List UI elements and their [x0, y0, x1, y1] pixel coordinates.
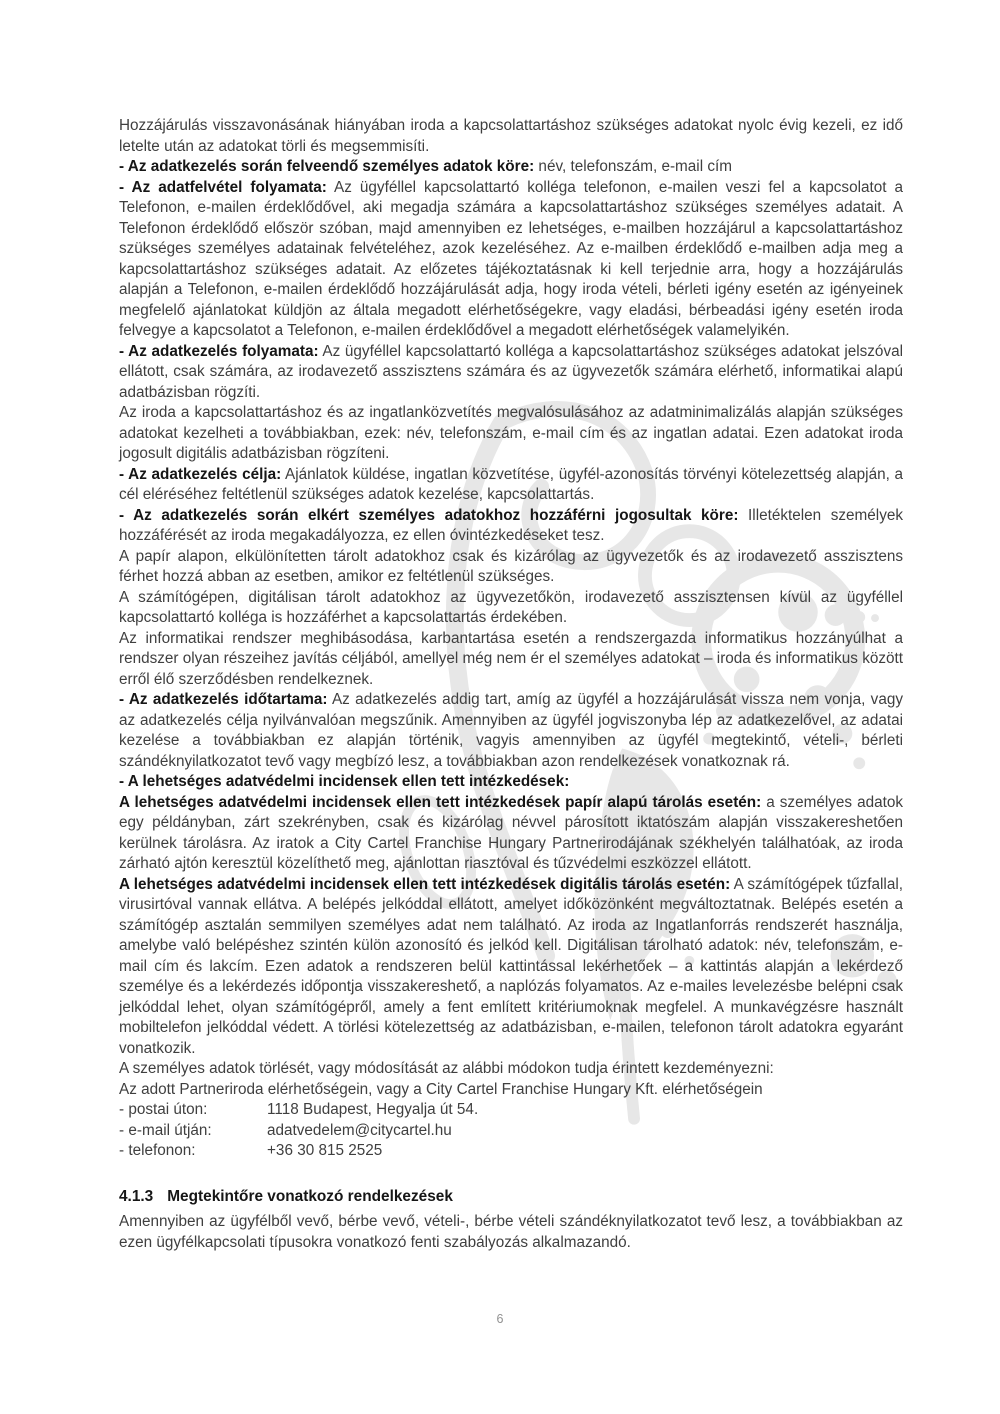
- contact-row-phone: [119, 1141, 903, 1162]
- paragraph: [119, 342, 903, 404]
- paragraph-text: Az adott Partneriroda elérhetőségein, vagy a City Cartel Franchise Hungary Kft. elérhetőségein: [119, 1080, 763, 1098]
- paragraph: [119, 772, 903, 793]
- paragraph-text: a személyes adatok egy példányban, zárt szekrényben, csak és kizárólag névvel párosított iktatószám alapján visszakereshetően kerülnek tárolásra. Az iratok a City Cartel Franchise Hungary Partnerirodájának székhelyén találhatóak, az iroda zárható ajtón keresztül közelíthető meg, ajánlottan riasztóval és tűzvédelmi eszközzel ellátott.: [119, 793, 903, 872]
- page-body: [119, 116, 903, 1253]
- paragraph: [119, 506, 903, 547]
- section-title: Megtekintőre vonatkozó rendelkezések: [167, 1187, 453, 1205]
- paragraph-text: név, telefonszám, e-mail cím: [534, 158, 732, 175]
- paragraph-lead: - Az adatfelvétel folyamata:: [119, 178, 327, 196]
- paragraph-lead: A lehetséges adatvédelmi incidensek ellen tett intézkedések papír alapú tárolás esetén:: [119, 793, 762, 811]
- paragraph: [119, 465, 903, 506]
- paragraph: [119, 116, 903, 157]
- paragraph: [119, 793, 903, 875]
- paragraph-text: A számítógépen, digitálisan tárolt adatokhoz az ügyvezetőkön, irodavezető asszisztensen kívül az ügyféllel kapcsolattartó kolléga is hozzáférhet a kapcsolattartás érdekében.: [119, 588, 903, 626]
- section-number: 4.1.3: [119, 1187, 154, 1205]
- section-4-1-3: [119, 1187, 903, 1254]
- paragraph-text: A számítógépek tűzfallal, virusirtóval vannak ellátva. A belépés jelkóddal ellátott, amelyet időközönként megváltoztatnak. Belépés esetén a számítógép asztalán semmilyen személyes adat nem található. Az iroda az Ingatlanforrás rendszerét használja, amelybe való belépéshez szintén külön azonosító és jelkód kell. Digitálisan tárolható adatok: név, telefonszám, e-mail cím és lakcím. Ezen adatok a rendszeren belül kattintással lekérhetőek – a kattintás alapján a lekérdező személye és a lekérdezés időpontja visszakereshető, a naplózás folyamatos. Az e-mailes levelezésbe belépni csak jelkóddal lehet, olyan számítógépről, amely a fent említett kritériumoknak megfelel. A munkavégzésre használt mobiltelefon jelkóddal védett. A törlési kötelezettség az adatbázisban, e-mailen, telefonon tárolt adatokra egyaránt vonatkozik.: [119, 875, 903, 1057]
- paragraph-lead: - Az adatkezelés során felveendő személyes adatok köre:: [119, 158, 535, 175]
- paragraph: [119, 690, 903, 772]
- phone-number: +36 30 815 2525: [267, 1142, 383, 1159]
- paragraph: [119, 178, 903, 342]
- paragraph: [119, 157, 903, 178]
- paragraph: [119, 403, 903, 465]
- section-body: Amennyiben az ügyfélből vevő, bérbe vevő, vételi-, bérbe vételi szándéknyilatkozatot tevő lesz, a továbbiakban az ezen ügyfélkapcsolati típusokra vonatkozó fenti szabályozás alkalmazandó.: [119, 1213, 903, 1251]
- paragraph-text: Az ügyféllel kapcsolattartó kolléga telefonon, e-mailen veszi fel a kapcsolatot a Telefonon, e-mailen érdeklődővel, aki megadja számára a kapcsolattartáshoz szükséges személyes adatait. A Telefonon érdeklődő először szóban, majd amennyiben ez lehetséges, e-mailben hozzájárul a kapcsolattartáshoz szükséges személyes adatainak felvételéhez, azok kezeléséhez. Az e-mailben érdeklődő e-mailben adja meg a kapcsolattartáshoz szükséges adatait. Az előzetes tájékoztatásnak ki kell terjednie arra, hogy a hozzájárulás alapján a Telefonon, e-mailen érdeklődő hozzájárulását adja, hogy iroda vételi, bérleti igény esetén az igényeinek megfelelő ajánlatokat küldjön az általa megadott elérhetőségekre, vagy eladási, bérbeadási igény esetén iroda felvegye a kapcsolatot a Telefonon, e-mailen érdeklődővel a megadott elérhetőségek valamelyikén.: [119, 178, 903, 339]
- paragraph-text: Ajánlatok küldése, ingatlan közvetítése, ügyfél-azonosítás törvényi kötelezettség alapján, a cél eléréséhez feltétlenül szükséges adatok kezelése, kapcsolattartás.: [119, 465, 903, 503]
- paragraph-lead: - Az adatkezelés folyamata:: [119, 342, 319, 360]
- email-address: adatvedelem@citycartel.hu: [267, 1121, 452, 1139]
- paragraph-text: Illetéktelen személyek hozzáférését az iroda megakadályozza, ez ellen óvintézkedéseket tesz.: [119, 506, 904, 544]
- paragraph-lead: - Az adatkezelés időtartama:: [119, 691, 328, 708]
- paragraph-text: Az informatikai rendszer meghibásodása, karbantartása esetén a rendszergazda informatikus hozzányúlhat a rendszer olyan részeihez javítás céljából, amellyel még nem ér el személyes adatokat – iroda és informatikus között erről élő szerződésben rendelkeznek.: [119, 629, 903, 688]
- postal-address: 1118 Budapest, Hegyalja út 54.: [267, 1101, 479, 1118]
- paragraph-text: Az adatkezelés addig tart, amíg az ügyfél a hozzájárulását vissza nem vonja, vagy az adatkezelés célja nyilvánvalóan megszűnik. Amennyiben az ügyfél jogviszonyba lép az adatkezelővel, az adatai kezelése a továbbiakban ez alapján történik, vagyis amennyiben az ügyfél megtekintő, vételi-, bérleti szándéknyilatkozatot tevő vagy megbízó lesz, a továbbiakban azon rendelkezések vonatkoznak rá.: [119, 691, 903, 770]
- paragraph: [119, 875, 903, 1060]
- contact-label: - telefonon:: [119, 1142, 196, 1159]
- paragraph-text: A papír alapon, elkülönítetten tárolt adatokhoz csak és kizárólag az ügyvezetők és az irodavezető asszisztens férhet hozzá abban az esetben, amikor ez feltétlenül szükséges.: [119, 547, 903, 585]
- contact-row-email: [119, 1121, 903, 1142]
- contact-label: - postai úton:: [119, 1101, 208, 1118]
- paragraph: [119, 1080, 903, 1101]
- paragraph: [119, 547, 903, 588]
- section-heading: [119, 1187, 903, 1208]
- paragraph: [119, 588, 903, 629]
- paragraph-lead: - A lehetséges adatvédelmi incidensek ellen tett intézkedések:: [119, 773, 570, 790]
- paragraph-lead: - Az adatkezelés során elkért személyes adatokhoz hozzáférni jogosultak köre:: [119, 506, 739, 524]
- paragraph-lead: A lehetséges adatvédelmi incidensek ellen tett intézkedések digitális tárolás esetén:: [119, 875, 731, 893]
- page-footer: [0, 1312, 1000, 1326]
- paragraph-lead: - Az adatkezelés célja:: [119, 465, 282, 483]
- paragraph-text: Hozzájárulás visszavonásának hiányában iroda a kapcsolattartáshoz szükséges adatokat nyolc évig kezeli, ez idő letelte után az adatokat törli és megsemmisíti.: [119, 117, 903, 155]
- paragraph: [119, 629, 903, 691]
- paragraph: [119, 1059, 903, 1080]
- contact-row-postal: [119, 1100, 903, 1121]
- paragraph-text: Az ügyféllel kapcsolattartó kolléga a kapcsolattartáshoz szükséges adatokat jelszóval ellátott, csak számára, az irodavezető asszisztens számára és az ügyvezetők számára elérhető, informatikai alapú adatbázisban rögzíti.: [119, 342, 903, 401]
- contact-label: - e-mail útján:: [119, 1121, 212, 1139]
- paragraph-text: A személyes adatok törlését, vagy módosítását az alábbi módokon tudja érintett kezdeményezni:: [119, 1060, 774, 1077]
- page-number: 6: [496, 1312, 504, 1326]
- paragraph-text: Az iroda a kapcsolattartáshoz és az ingatlanközvetítés megvalósulásához az adatminimalizálás alapján szükséges adatokat kezelheti a továbbiakban, ezek: név, telefonszám, e-mail cím és az ingatlan adatai. Ezen adatokat iroda jogosult digitális adatbázisban rögzíteni.: [119, 404, 903, 462]
